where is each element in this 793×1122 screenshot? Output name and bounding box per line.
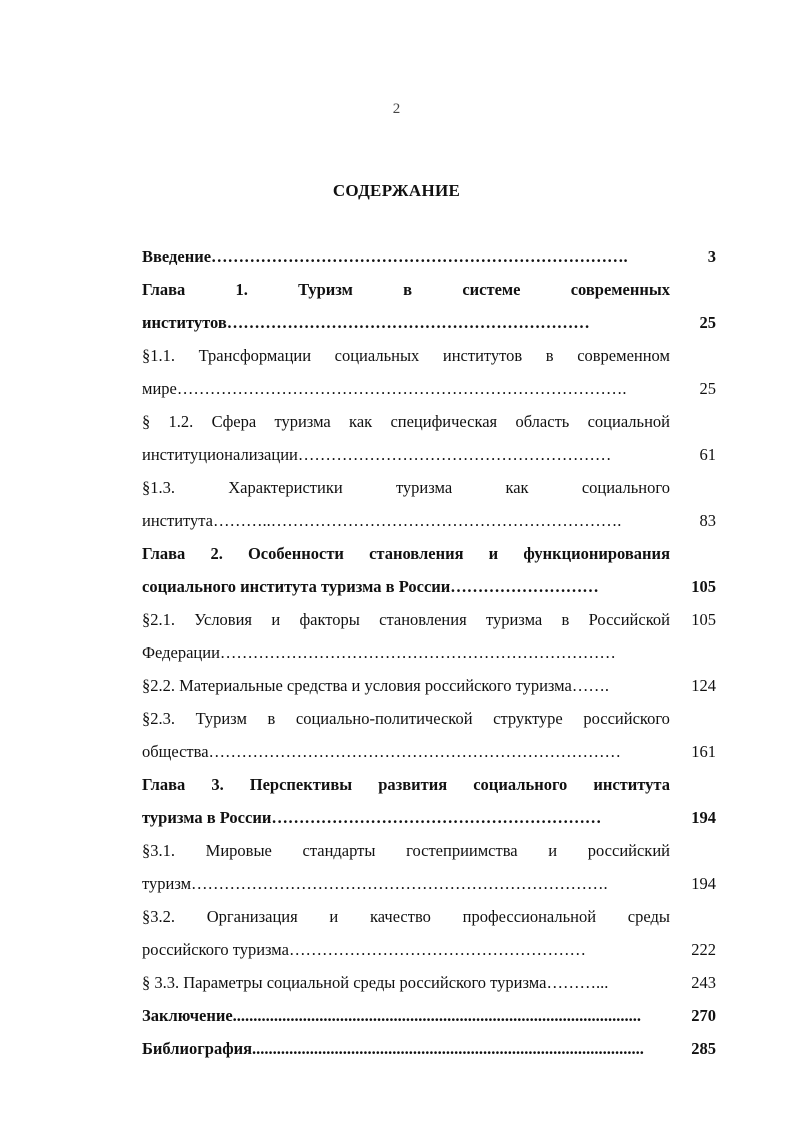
toc-entry-continuation: институционализации………………………………………………… [142, 445, 612, 464]
toc-entry-section-2-2[interactable] [142, 669, 716, 702]
toc-word: 1. [235, 280, 248, 299]
toc-entry-chapter-2[interactable] [142, 537, 716, 603]
toc-entry-heading-line [142, 339, 670, 372]
toc-entry-continuation: туризм…………………………………………………………………. [142, 874, 608, 893]
page-title: СОДЕРЖАНИЕ [332, 181, 461, 200]
toc-word: и [548, 841, 558, 860]
toc-word: Мировые [205, 841, 272, 860]
toc-entry-section-3-3[interactable] [142, 966, 716, 999]
toc-entry-conclusion[interactable] [142, 999, 716, 1032]
toc-word: Туризм [195, 709, 247, 728]
toc-word: 3. [211, 775, 224, 794]
toc-page-number: 3 [707, 247, 716, 266]
toc-word: как [505, 478, 529, 497]
toc-entry-section-1-3[interactable] [142, 471, 716, 537]
toc-entry-chapter-1[interactable] [142, 273, 716, 339]
toc-entry-heading-line [142, 471, 670, 504]
toc-word: §1.3. [142, 478, 175, 497]
toc-word: в [561, 610, 570, 629]
toc-word: социального [581, 478, 670, 497]
toc-word: структуре [493, 709, 563, 728]
toc-word: 2. [210, 544, 223, 563]
toc-entry-heading-line [142, 537, 670, 570]
toc-word: Характеристики [228, 478, 343, 497]
toc-entry-continuation: Федерации……………………………………………………………… [142, 643, 616, 662]
toc-entry-section-2-1[interactable] [142, 603, 716, 669]
toc-entry-continuation: российского туризма……………………………………………… [142, 940, 586, 959]
toc-entry-section-1-1[interactable] [142, 339, 716, 405]
toc-page-number: 161 [691, 742, 716, 761]
toc-entry-section-2-3[interactable] [142, 702, 716, 768]
page-number: 2 [392, 101, 401, 117]
toc-page-number: 285 [691, 1039, 716, 1058]
toc-page-number: 270 [691, 1006, 716, 1025]
toc-entry-heading-line [142, 834, 670, 867]
toc-word: факторы [299, 610, 360, 629]
toc-word: социально-политической [295, 709, 473, 728]
toc-word: туризма [485, 610, 543, 629]
toc-word: Глава [142, 544, 186, 563]
toc-entry-heading-line [142, 900, 670, 933]
toc-word: качество [369, 907, 431, 926]
toc-word: и [488, 544, 499, 563]
toc-word: 1.2. [168, 412, 194, 431]
toc-word: системе [462, 280, 521, 299]
toc-word: в [545, 346, 554, 365]
toc-word: становления [369, 544, 464, 563]
toc-entry-section-3-1[interactable] [142, 834, 716, 900]
toc-entry-text: Библиография............................................................................................... [142, 1039, 644, 1058]
toc-word: §2.3. [142, 709, 175, 728]
toc-word: гостеприимства [406, 841, 518, 860]
toc-word: Особенности [247, 544, 344, 563]
toc-entry-heading-line [142, 702, 670, 735]
toc-entry-heading-line [142, 405, 670, 438]
toc-entry-section-1-2[interactable] [142, 405, 716, 471]
toc-word: и [329, 907, 339, 926]
toc-page-number: 105 [691, 577, 716, 596]
toc-page-number: 83 [699, 511, 716, 530]
toc-word: развития [378, 775, 448, 794]
toc-word: Перспективы [249, 775, 353, 794]
toc-page-number: 243 [691, 973, 716, 992]
toc-word: туризма [274, 412, 331, 431]
toc-word: социальной [587, 412, 670, 431]
toc-word: специфическая [390, 412, 498, 431]
toc-word: в [267, 709, 276, 728]
toc-page-number: 124 [691, 676, 716, 695]
toc-entry-introduction[interactable] [142, 240, 716, 273]
toc-entry-chapter-3[interactable] [142, 768, 716, 834]
toc-word: стандарты [302, 841, 376, 860]
toc-word: российского [583, 709, 670, 728]
toc-word: социального [473, 775, 568, 794]
toc-entry-continuation: института………..………………………………………………………. [142, 511, 622, 530]
toc-word: Глава [142, 775, 186, 794]
toc-entry-heading-line [142, 273, 670, 306]
toc-word: института [593, 775, 670, 794]
toc-page-number: 61 [699, 445, 716, 464]
toc-entry-text: §2.2. Материальные средства и условия российского туризма……. [142, 676, 609, 695]
toc-entry-text: Введение…………………………………………………………………. [142, 247, 628, 266]
toc-word: современных [570, 280, 670, 299]
toc-word: российский [587, 841, 670, 860]
toc-word: функционирования [523, 544, 670, 563]
table-of-contents [142, 240, 716, 1065]
toc-entry-bibliography[interactable] [142, 1032, 716, 1065]
toc-entry-continuation: общества………………………………………………………………… [142, 742, 622, 761]
toc-word: в [403, 280, 413, 299]
toc-word: Организация [206, 907, 298, 926]
toc-word: становления [379, 610, 467, 629]
toc-word: социальных [334, 346, 420, 365]
toc-word: Туризм [298, 280, 353, 299]
toc-page-number: 25 [699, 313, 716, 332]
toc-word: §2.1. [142, 610, 175, 629]
toc-word: Сфера [211, 412, 257, 431]
toc-word: §3.2. [142, 907, 175, 926]
toc-entry-continuation: туризма в России…………………………………………………… [142, 808, 602, 827]
toc-word: §3.1. [142, 841, 175, 860]
toc-word: Российской [588, 610, 670, 629]
toc-page-number: 222 [691, 940, 716, 959]
toc-word: §1.1. [142, 346, 175, 365]
toc-entry-text: § 3.3. Параметры социальной среды российского туризма………... [142, 973, 609, 992]
toc-word: туризма [395, 478, 453, 497]
toc-entry-text: Заключение................................................................................................... [142, 1006, 642, 1025]
toc-page-number: 194 [691, 808, 716, 827]
toc-word: Трансформации [198, 346, 312, 365]
toc-entry-continuation: мире………………………………………………………………………. [142, 379, 627, 398]
toc-word: Условия [194, 610, 253, 629]
toc-word: современном [577, 346, 670, 365]
toc-entry-continuation: институтов………………………………………………………… [142, 313, 590, 332]
toc-word: Глава [142, 280, 186, 299]
toc-entry-section-3-2[interactable] [142, 900, 716, 966]
toc-word: область [515, 412, 570, 431]
toc-entry-heading-line [142, 603, 670, 636]
toc-word: профессиональной [462, 907, 597, 926]
toc-page-number: 105 [691, 610, 716, 629]
toc-entry-continuation: социального института туризма в России……………………… [142, 577, 599, 596]
toc-page-number: 194 [691, 874, 716, 893]
toc-word: § [142, 412, 151, 431]
toc-word: институтов [442, 346, 523, 365]
toc-entry-heading-line [142, 768, 670, 801]
toc-word: как [349, 412, 373, 431]
toc-word: среды [627, 907, 670, 926]
toc-word: и [271, 610, 281, 629]
toc-page-number: 25 [699, 379, 716, 398]
